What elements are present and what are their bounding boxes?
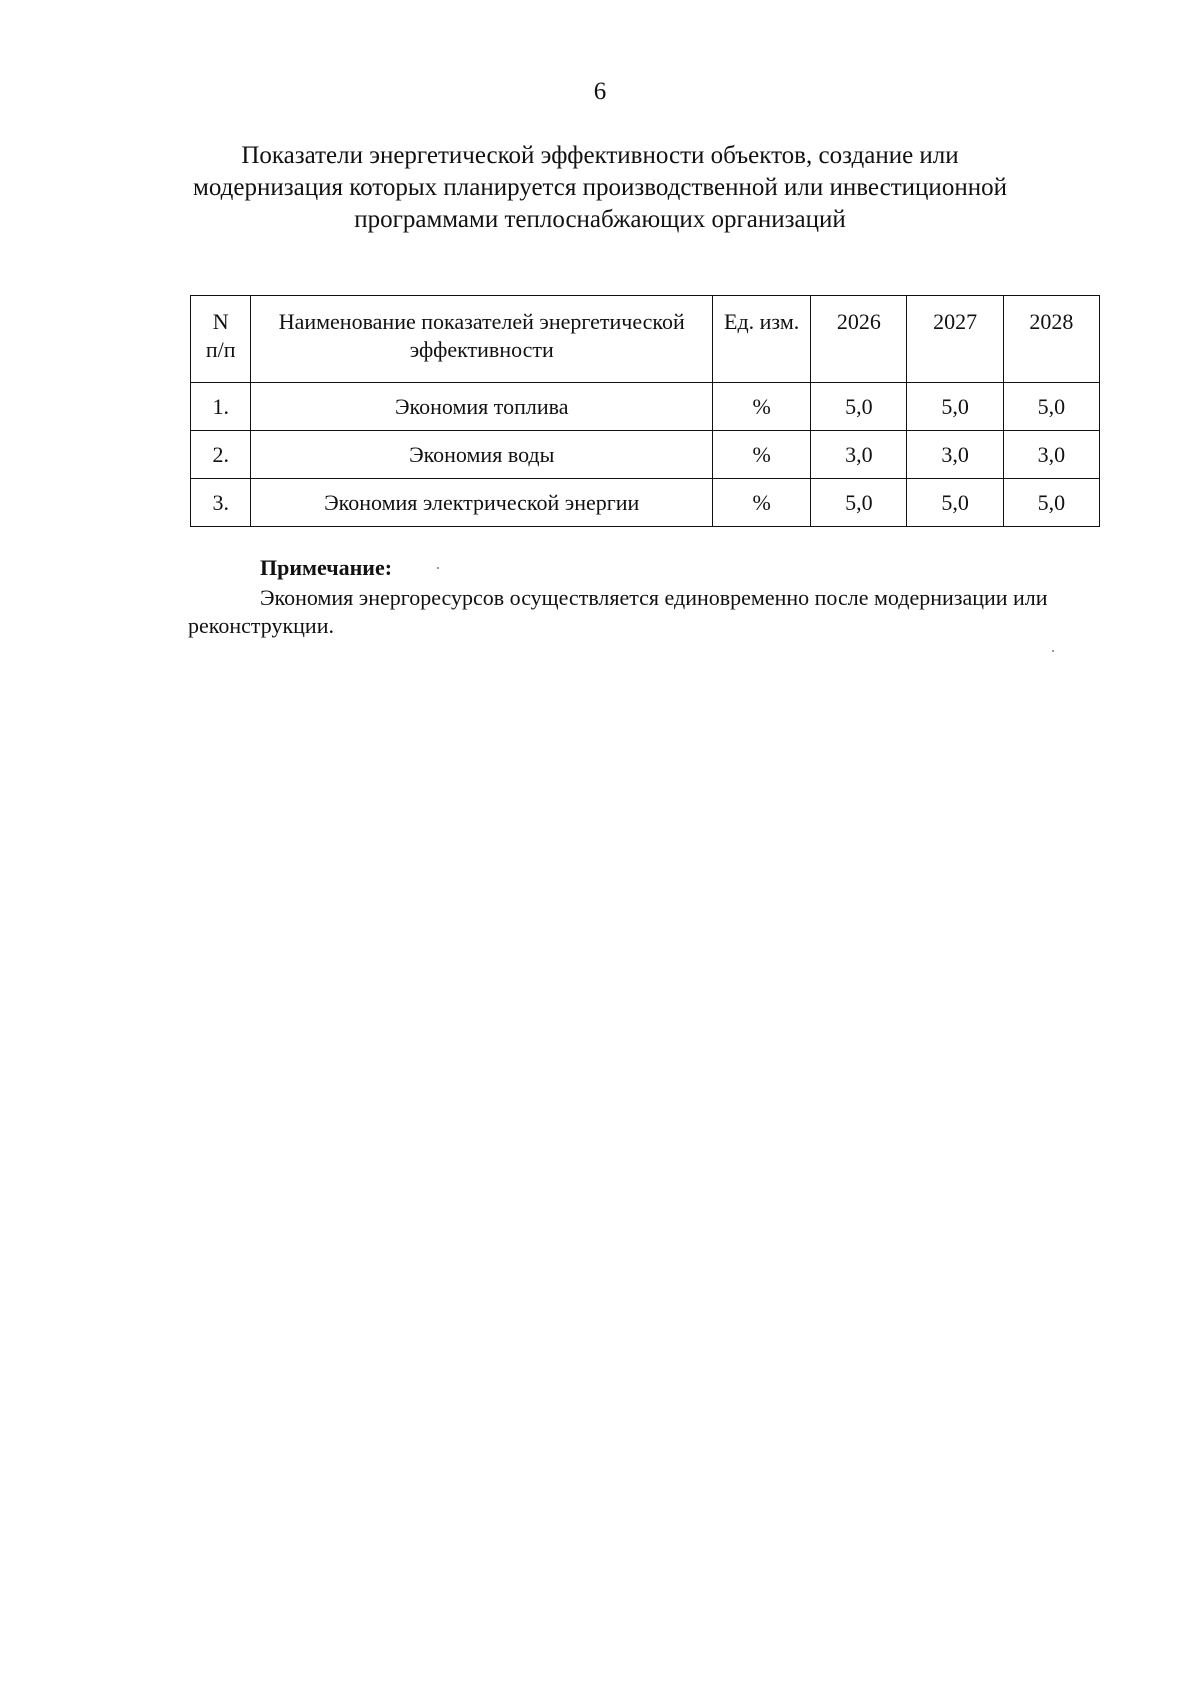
row-value-2027: 3,0: [907, 431, 1003, 479]
table-body: [191, 383, 1100, 527]
row-value-2027: 5,0: [907, 383, 1003, 431]
row-num: 2.: [191, 431, 251, 479]
header-name-line1: Наименование показателей энергетической: [278, 309, 685, 334]
row-unit: %: [713, 431, 811, 479]
row-value-2026: 5,0: [811, 479, 907, 527]
table-row: [191, 479, 1100, 527]
note-heading: Примечание:: [260, 555, 393, 580]
row-unit: %: [713, 383, 811, 431]
header-year-2026: 2026: [811, 296, 907, 383]
row-num: 1.: [191, 383, 251, 431]
row-name: Экономия воды: [251, 431, 713, 479]
document-title: [150, 140, 1050, 236]
table-row: [191, 431, 1100, 479]
row-value-2026: 3,0: [811, 431, 907, 479]
table-row: [191, 383, 1100, 431]
header-num-line2: п/п: [205, 337, 236, 362]
header-name-line2: эффективности: [409, 337, 554, 362]
scan-speck: [437, 567, 439, 569]
note-section: [188, 554, 1128, 640]
row-value-2028: 5,0: [1003, 479, 1099, 527]
page-number: 6: [593, 78, 607, 105]
note-text: Экономия энергоресурсов осуществляется единовременно после модернизации или реконструкции.: [188, 585, 1048, 638]
row-value-2028: 5,0: [1003, 383, 1099, 431]
row-value-2028: 3,0: [1003, 431, 1099, 479]
row-value-2027: 5,0: [907, 479, 1003, 527]
row-unit: %: [713, 479, 811, 527]
title-line: Показатели энергетической эффективности объектов, создание или: [241, 142, 959, 169]
header-num: [191, 296, 251, 383]
header-name: [251, 296, 713, 383]
row-value-2026: 5,0: [811, 383, 907, 431]
header-row: [191, 296, 1100, 383]
row-name: Экономия электрической энергии: [251, 479, 713, 527]
header-num-line1: N: [212, 309, 229, 334]
header-unit: Ед. изм.: [713, 296, 811, 383]
title-line: программами теплоснабжающих организаций: [354, 206, 846, 233]
header-year-2027: 2027: [907, 296, 1003, 383]
indicators-table: [190, 295, 1100, 527]
header-year-2028: 2028: [1003, 296, 1099, 383]
title-line: модернизация которых планируется производственной или инвестиционной: [193, 174, 1007, 201]
scan-speck: [1052, 650, 1054, 652]
row-name: Экономия топлива: [251, 383, 713, 431]
table-header: [191, 296, 1100, 383]
row-num: 3.: [191, 479, 251, 527]
